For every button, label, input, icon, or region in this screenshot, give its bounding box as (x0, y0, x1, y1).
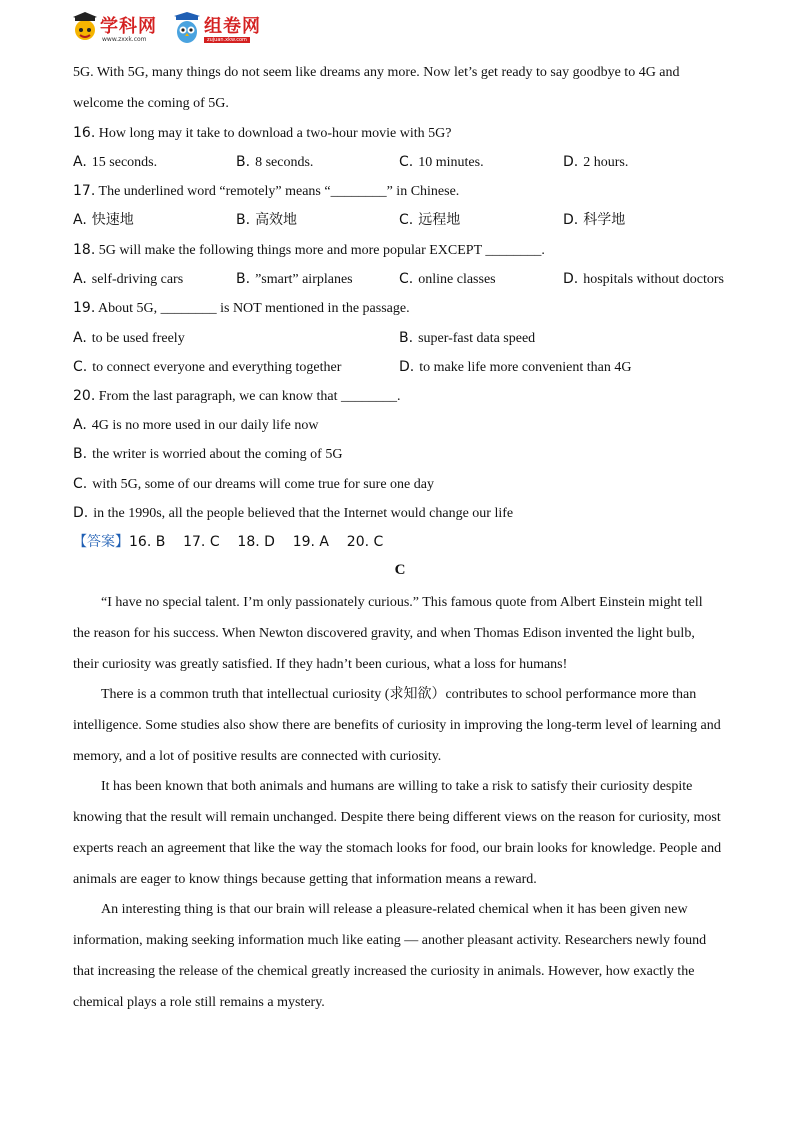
question-number: 20. (73, 388, 96, 404)
option-18-d[interactable] (563, 270, 724, 289)
paragraph-line: that increasing the release of the chemical greatly increased the curiosity in animals. However, how exactly the (73, 964, 695, 979)
option-text: 快速地 (91, 213, 134, 228)
option-17-a[interactable] (73, 211, 134, 230)
option-letter: D. (563, 271, 579, 287)
option-letter: B. (236, 212, 251, 228)
paragraph-line: knowing that the result will remain unchanged. Despite there being different views on the reason for curiosity, most (73, 810, 721, 825)
paragraph-line: An interesting thing is that our brain will release a pleasure-related chemical when it has been given new (101, 902, 688, 917)
option-text: self-driving cars (91, 272, 184, 287)
option-letter: B. (399, 330, 414, 346)
question-19 (73, 299, 410, 318)
logo-zxxk-url: www.zxxk.com (102, 36, 147, 43)
option-19-a[interactable] (73, 329, 185, 348)
mascot-logo-icon (72, 12, 98, 44)
paragraph-line: memory, and a lot of positive results are connected with curiosity. (73, 749, 442, 764)
passage-paragraph-4 (73, 894, 727, 1018)
question-text: How long may it take to download a two-hour movie with 5G? (95, 126, 452, 141)
option-letter: A. (73, 330, 87, 346)
option-text: online classes (418, 272, 496, 287)
question-16 (73, 124, 451, 143)
option-20-a[interactable] (73, 416, 318, 435)
option-text: to be used freely (91, 331, 185, 346)
answer-line (73, 533, 383, 552)
question-18 (73, 241, 545, 260)
option-text: 高效地 (255, 213, 298, 228)
option-16-c[interactable] (399, 153, 484, 172)
option-text: 4G is no more used in our daily life now (91, 418, 319, 433)
option-19-b[interactable] (399, 329, 535, 348)
option-19-d[interactable] (399, 358, 632, 377)
option-18-a[interactable] (73, 270, 183, 289)
option-letter: C. (399, 212, 414, 228)
option-16-d[interactable] (563, 153, 628, 172)
logo-zxxk-text: 学科网 (100, 16, 157, 37)
passage-paragraph-2 (73, 679, 727, 772)
option-letter: C. (73, 359, 88, 375)
option-text: super-fast data speed (418, 331, 536, 346)
option-16-a[interactable] (73, 153, 157, 172)
option-text: in the 1990s, all the people believed that the Internet would change our life (93, 506, 514, 521)
option-text: 10 minutes. (418, 155, 484, 170)
option-letter: C. (73, 476, 88, 492)
option-text: 科学地 (583, 213, 626, 228)
option-20-d[interactable] (73, 504, 513, 523)
question-text: The underlined word “remotely” means “________” in Chinese. (95, 184, 460, 199)
header-logos (72, 10, 274, 46)
paragraph-line: intelligence. Some studies also show there are benefits of curiosity in improving the long-term level of learning and (73, 718, 721, 733)
option-letter: A. (73, 417, 87, 433)
option-text: to make life more convenient than 4G (419, 360, 632, 375)
question-text: 5G will make the following things more and more popular EXCEPT ________. (95, 243, 545, 258)
answer-tag: 【答案】 (73, 534, 129, 550)
option-text: hospitals without doctors (583, 272, 725, 287)
logo-zujuan-text: 组卷网 (204, 16, 261, 37)
paragraph-line: experts reach an agreement that like the way the stomach looks for food, our brain looks for knowledge. People and (73, 841, 722, 856)
answer-text: 16. B 17. C 18. D 19. A 20. C (129, 534, 384, 550)
option-letter: C. (399, 154, 414, 170)
option-17-c[interactable] (399, 211, 460, 230)
question-number: 17. (73, 183, 96, 199)
option-letter: B. (236, 271, 251, 287)
option-letter: D. (563, 154, 579, 170)
question-number: 19. (73, 300, 96, 316)
intro-line-2: welcome the coming of 5G. (73, 96, 229, 111)
paragraph-line: “I have no special talent. I’m only passionately curious.” This famous quote from Albert Einstein might tell (101, 595, 703, 610)
option-letter: B. (73, 446, 88, 462)
option-letter: C. (399, 271, 414, 287)
question-text: From the last paragraph, we can know that ________. (95, 389, 401, 404)
option-text: 远程地 (418, 213, 461, 228)
section-title: C (394, 562, 406, 578)
option-text: with 5G, some of our dreams will come true for sure one day (92, 477, 434, 492)
option-text: 15 seconds. (91, 155, 158, 170)
option-letter: D. (563, 212, 579, 228)
option-17-d[interactable] (563, 211, 625, 230)
paragraph-line: the reason for his success. When Newton discovered gravity, and when Thomas Edison invented the light bulb, (73, 626, 695, 641)
option-letter: B. (236, 154, 251, 170)
option-text: ”smart” airplanes (255, 272, 353, 287)
option-18-c[interactable] (399, 270, 496, 289)
paragraph-line: chemical plays a role still remains a mystery. (73, 995, 325, 1010)
paragraph-line: their curiosity was greatly satisfied. If they hadn’t been curious, what a loss for humans! (73, 657, 568, 672)
option-letter: A. (73, 271, 87, 287)
option-text: 8 seconds. (255, 155, 314, 170)
option-20-b[interactable] (73, 445, 342, 464)
option-text: the writer is worried about the coming of 5G (92, 447, 343, 462)
option-letter: A. (73, 154, 87, 170)
option-20-c[interactable] (73, 475, 434, 494)
intro-line-1: 5G. With 5G, many things do not seem like dreams any more. Now let’s get ready to say goodbye to 4G and (73, 65, 680, 80)
question-text: About 5G, ________ is NOT mentioned in the passage. (95, 301, 410, 316)
option-text: 2 hours. (583, 155, 629, 170)
paragraph-line: information, making seeking information much like eating — another pleasant activity. Researchers newly found (73, 933, 707, 948)
question-number: 18. (73, 242, 96, 258)
option-letter: A. (73, 212, 87, 228)
paragraph-line: It has been known that both animals and humans are willing to take a risk to satisfy their curiosity despite (101, 779, 693, 794)
owl-logo-icon (174, 12, 202, 44)
option-16-b[interactable] (236, 153, 313, 172)
option-17-b[interactable] (236, 211, 297, 230)
question-number: 16. (73, 125, 96, 141)
option-text: to connect everyone and everything together (92, 360, 342, 375)
question-20 (73, 387, 400, 406)
logo-zujuan-url: zujuan.xkw.com (204, 37, 250, 43)
paragraph-line: There is a common truth that intellectual curiosity (求知欲）contributes to school performance more than (101, 687, 697, 702)
paragraph-line: animals are eager to know things because getting that information means a reward. (73, 872, 537, 887)
option-19-c[interactable] (73, 358, 341, 377)
option-letter: D. (399, 359, 415, 375)
passage-paragraph-1 (73, 587, 727, 680)
question-17 (73, 182, 459, 201)
option-18-b[interactable] (236, 270, 353, 289)
option-letter: D. (73, 505, 89, 521)
passage-paragraph-3 (73, 771, 727, 895)
